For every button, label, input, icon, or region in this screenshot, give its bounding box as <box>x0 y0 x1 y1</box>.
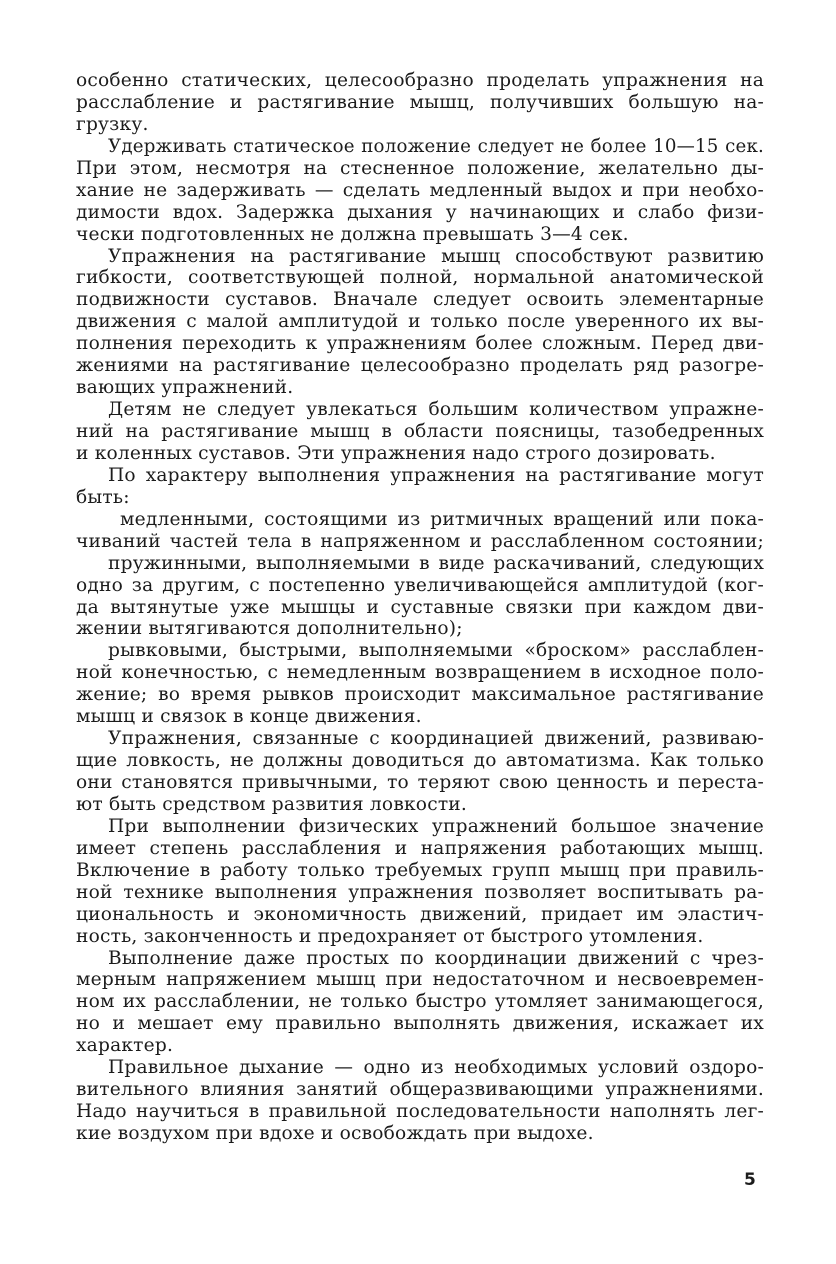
text-line: Выполнение даже простых по координации движений с чрез- <box>108 947 764 969</box>
text-line: быть: <box>76 486 130 508</box>
page-body-text <box>76 70 764 1145</box>
text-line: ной технике выполнения упражнения позволяет воспитывать ра- <box>76 881 764 903</box>
text-line: вительного влияния занятий общеразвивающими упражнениями. <box>76 1079 764 1101</box>
text-line: ной конечностью, с немедленным возвращением в исходное поло- <box>76 662 764 684</box>
text-line: Упражнения, связанные с координацией движений, развиваю- <box>108 728 764 750</box>
text-line: пружинными, выполняемыми в виде раскачиваний, следующих <box>108 552 764 574</box>
text-line: При выполнении физических упражнений большое значение <box>108 815 764 837</box>
text-line: имеет степень расслабления и напряжения работающих мышц. <box>76 837 764 859</box>
text-line: кие воздухом при вдохе и освобождать при выдохе. <box>76 1123 594 1144</box>
text-line: Правильное дыхание — одно из необходимых условий оздоро- <box>108 1057 764 1079</box>
text-line: да вытянутые уже мышцы и суставные связки при каждом дви- <box>76 596 764 618</box>
text-line: одно за другим, с постепенно увеличивающейся амплитудой (ког- <box>76 574 764 596</box>
text-line: чески подготовленных не должна превышать 3—4 сек. <box>76 223 629 245</box>
text-line: ют быть средством развития ловкости. <box>76 793 468 815</box>
text-line: вающих упражнений. <box>76 377 294 399</box>
text-line: особенно статических, целесообразно проделать упражнения на <box>76 70 764 91</box>
text-line: грузку. <box>76 113 149 135</box>
text-line: расслабление и растягивание мышц, получивших большую на- <box>76 91 764 113</box>
text-line: гибкости, соответствующей полной, нормальной анатомической <box>76 267 764 289</box>
text-line: жении вытягиваются дополнительно); <box>76 618 463 640</box>
text-line: Детям не следует увлекаться большим количеством упражне- <box>108 399 764 421</box>
text-line: При этом, несмотря на стесненное положение, желательно ды- <box>76 157 764 179</box>
text-line: По характеру выполнения упражнения на растягивание могут <box>108 464 764 486</box>
text-line: движения с малой амплитудой и только после уверенного их вы- <box>76 311 764 333</box>
text-line: жениями на растягивание целесообразно проделать ряд разогре- <box>76 355 764 377</box>
text-line: циональность и экономичность движений, придает им эластич- <box>76 903 764 925</box>
text-line: Упражнения на растягивание мышц способствуют развитию <box>108 245 764 267</box>
text-line: чиваний частей тела в напряженном и расслабленном состоянии; <box>76 530 764 552</box>
text-line: Включение в работу только требуемых групп мышц при правиль- <box>76 859 764 881</box>
text-line: щие ловкость, не должны доводиться до автоматизма. Как только <box>76 750 764 772</box>
text-line: подвижности суставов. Вначале следует освоить элементарные <box>76 289 764 311</box>
text-line: они становятся привычными, то теряют свою ценность и переста- <box>76 772 764 793</box>
text-line: и коленных суставов. Эти упражнения надо строго дозировать. <box>76 442 716 464</box>
text-line: рывковыми, быстрыми, выполняемыми «броском» расслаблен- <box>108 640 764 662</box>
text-line: медленными, состоящими из ритмичных вращений или пока- <box>120 508 764 530</box>
text-line: димости вдох. Задержка дыхания у начинающих и слабо физи- <box>76 201 764 223</box>
text-line: хание не задерживать — сделать медленный выдох и при необхо- <box>76 179 764 201</box>
text-line: ний на растягивание мышц в области поясницы, тазобедренных <box>76 421 764 442</box>
text-line: Удерживать статическое положение следует не более 10—15 сек. <box>108 135 764 157</box>
text-line: но и мешает ему правильно выполнять движения, искажает их <box>76 1013 764 1035</box>
text-line: ном их расслаблении, не только быстро утомляет занимающегося, <box>76 991 764 1013</box>
text-line: Надо научиться в правильной последовательности наполнять лег- <box>76 1101 764 1123</box>
text-line: мерным напряжением мышц при недостаточном и несвоевремен- <box>76 969 764 991</box>
text-line: характер. <box>76 1035 174 1057</box>
text-line: мышц и связок в конце движения. <box>76 706 422 728</box>
page-number: 5 <box>744 1170 756 1190</box>
text-line: ность, законченность и предохраняет от быстрого утомления. <box>76 925 704 947</box>
text-line: жение; во время рывков происходит максимальное растягивание <box>76 684 764 706</box>
text-line: полнения переходить к упражнениям более сложным. Перед дви- <box>76 333 764 355</box>
